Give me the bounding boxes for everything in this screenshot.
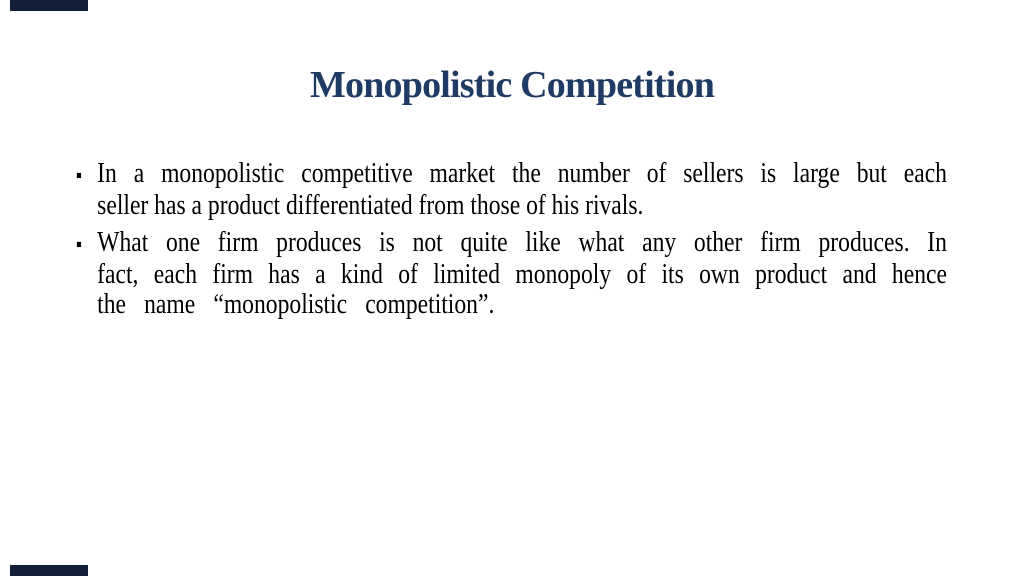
slide-body xyxy=(76,158,947,319)
bullet-square-icon: ▪ xyxy=(76,163,83,187)
bullet-line xyxy=(76,227,947,259)
top-left-corner-bar xyxy=(10,0,88,11)
bullet-line xyxy=(76,158,947,190)
bullet-square-icon: ▪ xyxy=(76,232,83,256)
bullet-text-line: the name “monopolistic competition”. xyxy=(97,288,495,320)
bullet-text-line: What one firm produces is not quite like what any other firm produces. In xyxy=(97,226,947,258)
bullet-paragraph-1 xyxy=(76,158,947,220)
bottom-left-corner-bar xyxy=(10,565,88,576)
bullet-text-line: fact, each firm has a kind of limited monopoly of its own product and hence xyxy=(97,258,947,290)
bullet-text-line: seller has a product differentiated from those of his rivals. xyxy=(97,189,644,221)
bullet-text-line: In a monopolistic competitive market the number of sellers is large but each xyxy=(97,157,947,189)
slide-title: Monopolistic Competition xyxy=(309,64,715,106)
bullet-paragraph-2 xyxy=(76,227,947,319)
